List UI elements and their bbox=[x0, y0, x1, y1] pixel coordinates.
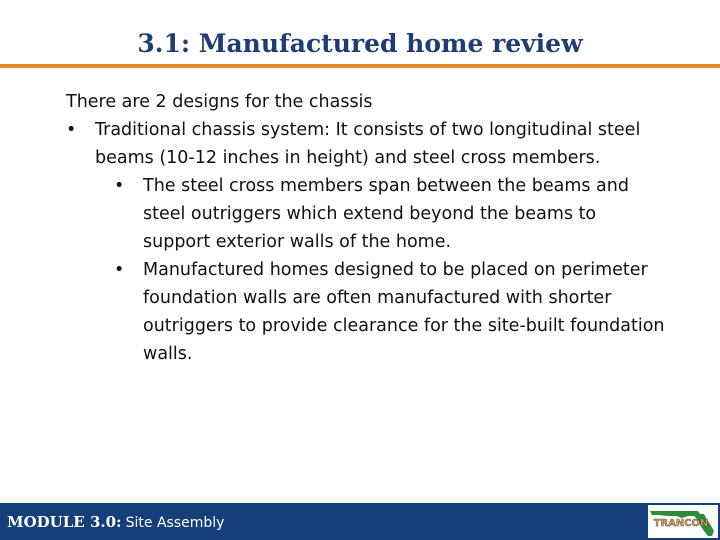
slide-body bbox=[66, 88, 666, 368]
sub-bullet-text: Manufactured homes designed to be placed on perimeter foundation walls are often manufactured with shorter outriggers to provide clearance for the site-built foundation walls. bbox=[143, 260, 665, 364]
trancon-logo bbox=[648, 505, 718, 538]
footer-bar bbox=[0, 503, 720, 540]
footer-module: MODULE 3.0: bbox=[7, 513, 122, 531]
bullet-item-level2 bbox=[66, 256, 666, 368]
bullet-icon: • bbox=[114, 176, 125, 196]
bullet-item-level2 bbox=[66, 172, 666, 256]
bullet-icon: • bbox=[66, 120, 77, 140]
bullet-icon: • bbox=[114, 260, 125, 280]
logo-text: TRANCON bbox=[653, 518, 709, 529]
intro-text: There are 2 designs for the chassis bbox=[66, 92, 373, 112]
footer-topic: Site Assembly bbox=[125, 515, 225, 531]
slide-title: 3.1: Manufactured home review bbox=[137, 29, 583, 58]
sub-bullet-text: The steel cross members span between the beams and steel outriggers which extend beyond the beams to support exterior walls of the home. bbox=[143, 176, 629, 252]
bullet-text: Traditional chassis system: It consists of two longitudinal steel beams (10-12 inches in height) and steel cross members. bbox=[95, 120, 641, 168]
title-underline bbox=[0, 64, 720, 68]
footer-label bbox=[7, 512, 224, 533]
bullet-item-level1 bbox=[66, 116, 666, 172]
